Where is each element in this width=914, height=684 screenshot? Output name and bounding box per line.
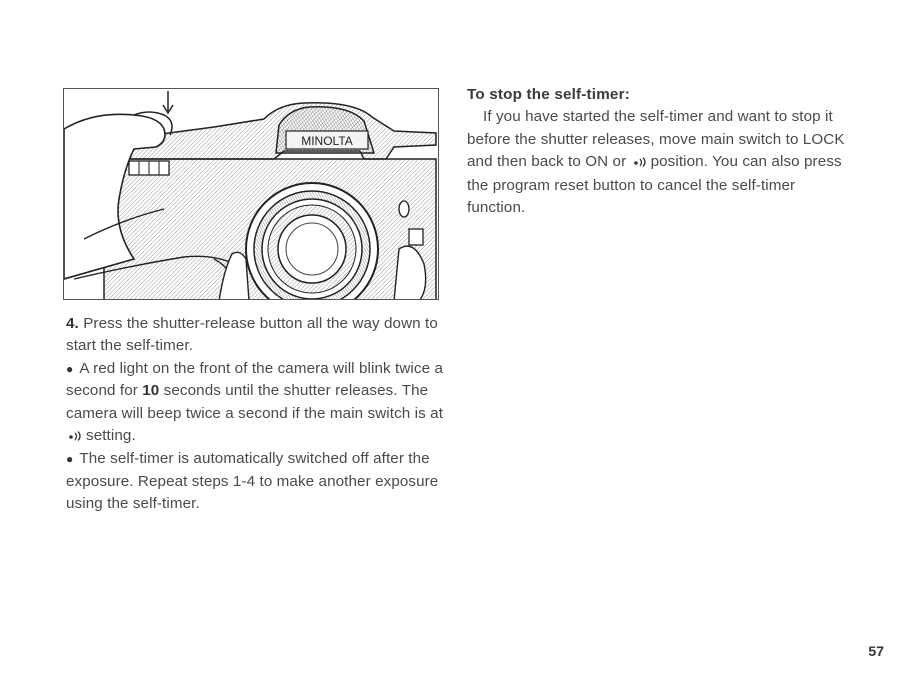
left-column (66, 313, 444, 516)
bullet1-text-b: seconds until the shutter releases. The camera will beep twice a second if the main switch is at (66, 382, 444, 422)
step-4-paragraph (66, 313, 444, 358)
bullet1-text-c: setting. (86, 427, 136, 445)
right-column (467, 84, 847, 219)
bullet2-text: The self-timer is automatically switched off after the exposure. Repeat steps 1-4 to make another exposure using the self-timer. (66, 450, 439, 513)
brand-logo: MINOLTA (301, 134, 353, 148)
bullet-auto-off (66, 448, 444, 515)
beep-sound-icon (634, 152, 648, 174)
camera-shutter-press-illustration (64, 89, 439, 300)
bullet-icon: ● (66, 452, 74, 467)
beep-sound-icon (69, 426, 83, 448)
bullet1-text-a: A red light on the front of the camera will blink twice a second for (66, 359, 443, 400)
bullet-red-light (66, 358, 444, 449)
bullet1-number: 10 (142, 382, 160, 400)
step-number: 4. (66, 315, 79, 332)
section-heading: To stop the self-timer: (467, 86, 630, 103)
step-text: Press the shutter-release button all the way down to start the self-timer. (66, 315, 438, 355)
page-number: 57 (868, 643, 884, 659)
stop-text-b: position. You can also press the program reset button to cancel the self-timer function. (467, 153, 842, 217)
stop-instructions (467, 106, 847, 219)
camera-illustration (63, 88, 439, 300)
stop-text-a: If you have started the self-timer and want to stop it before the shutter releases, move main switch to LOCK and then back to ON or (467, 108, 845, 171)
bullet-icon: ● (66, 361, 74, 376)
